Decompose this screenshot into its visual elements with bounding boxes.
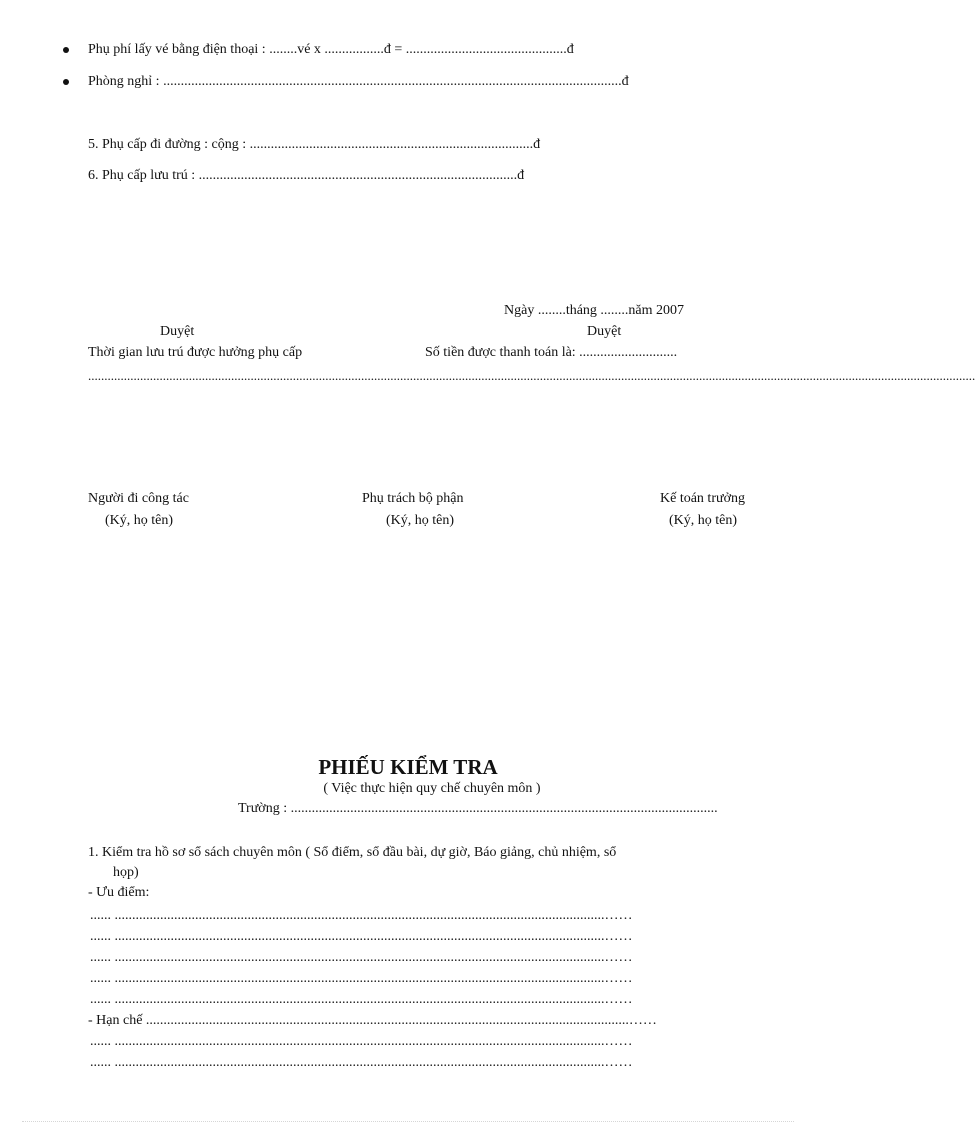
inspection-item-1-continued: họp) — [113, 865, 139, 880]
school-line: Trường : .......................................................................................................................... — [238, 801, 718, 816]
approval-dotted-line: ................................................................................................................................................................................................................................................................................. — [88, 368, 975, 383]
inspection-title: PHIẾU KIỂM TRA — [318, 755, 498, 779]
signature-role-accountant: Kế toán trưởng — [660, 491, 745, 506]
amount-label: Số tiền được thanh toán là: ............................ — [425, 345, 678, 360]
rest-room-fee-line: Phòng nghỉ : ...................................................................................................................................đ — [88, 74, 629, 89]
signature-note-traveler: (Ký, họ tên) — [105, 513, 174, 528]
strengths-label: - Ưu điểm: — [88, 885, 150, 900]
strengths-dotted-row: ...... ............................................................................................................................................…… — [90, 950, 633, 965]
signature-role-department: Phụ trách bộ phận — [362, 491, 464, 506]
bullet-icon — [63, 47, 69, 53]
signature-note-department: (Ký, họ tên) — [386, 513, 455, 528]
inspection-subtitle: ( Việc thực hiện quy chế chuyên môn ) — [323, 781, 541, 796]
limits-dotted-row: ...... ............................................................................................................................................…… — [90, 1055, 633, 1070]
stay-time-label: Thời gian lưu trú được hưởng phụ cấp — [88, 345, 303, 360]
bullet-icon — [63, 79, 69, 85]
inspection-item-1: 1. Kiểm tra hồ sơ sổ sách chuyên môn ( Sổ điểm, sổ đầu bài, dự giờ, Báo giảng, chủ nhiệm, sổ — [88, 845, 617, 860]
strengths-dotted-row: ...... ............................................................................................................................................…… — [90, 971, 633, 986]
signature-note-accountant: (Ký, họ tên) — [669, 513, 738, 528]
phone-ticket-fee-line: Phụ phí lấy vé bằng điện thoại : ........vé x .................đ = ..............................................đ — [88, 42, 574, 57]
travel-allowance-line: 5. Phụ cấp đi đường : cộng : .................................................................................đ — [88, 137, 541, 152]
strengths-dotted-row: ...... ............................................................................................................................................…… — [90, 992, 633, 1007]
limits-dotted-row: ...... ............................................................................................................................................…… — [90, 1034, 633, 1049]
stay-allowance-line: 6. Phụ cấp lưu trú : ...........................................................................................đ — [88, 168, 525, 183]
page-bottom-rule — [22, 1121, 794, 1122]
signature-role-traveler: Người đi công tác — [88, 491, 189, 506]
strengths-dotted-row: ...... ............................................................................................................................................…… — [90, 929, 633, 944]
date-line: Ngày ........tháng ........năm 2007 — [504, 303, 685, 318]
approved-left-label: Duyệt — [160, 324, 195, 339]
limits-label: - Hạn chế ..........................................................................................................................................…… — [88, 1013, 657, 1028]
approved-right-label: Duyệt — [587, 324, 622, 339]
strengths-dotted-row: ...... ............................................................................................................................................…… — [90, 908, 633, 923]
